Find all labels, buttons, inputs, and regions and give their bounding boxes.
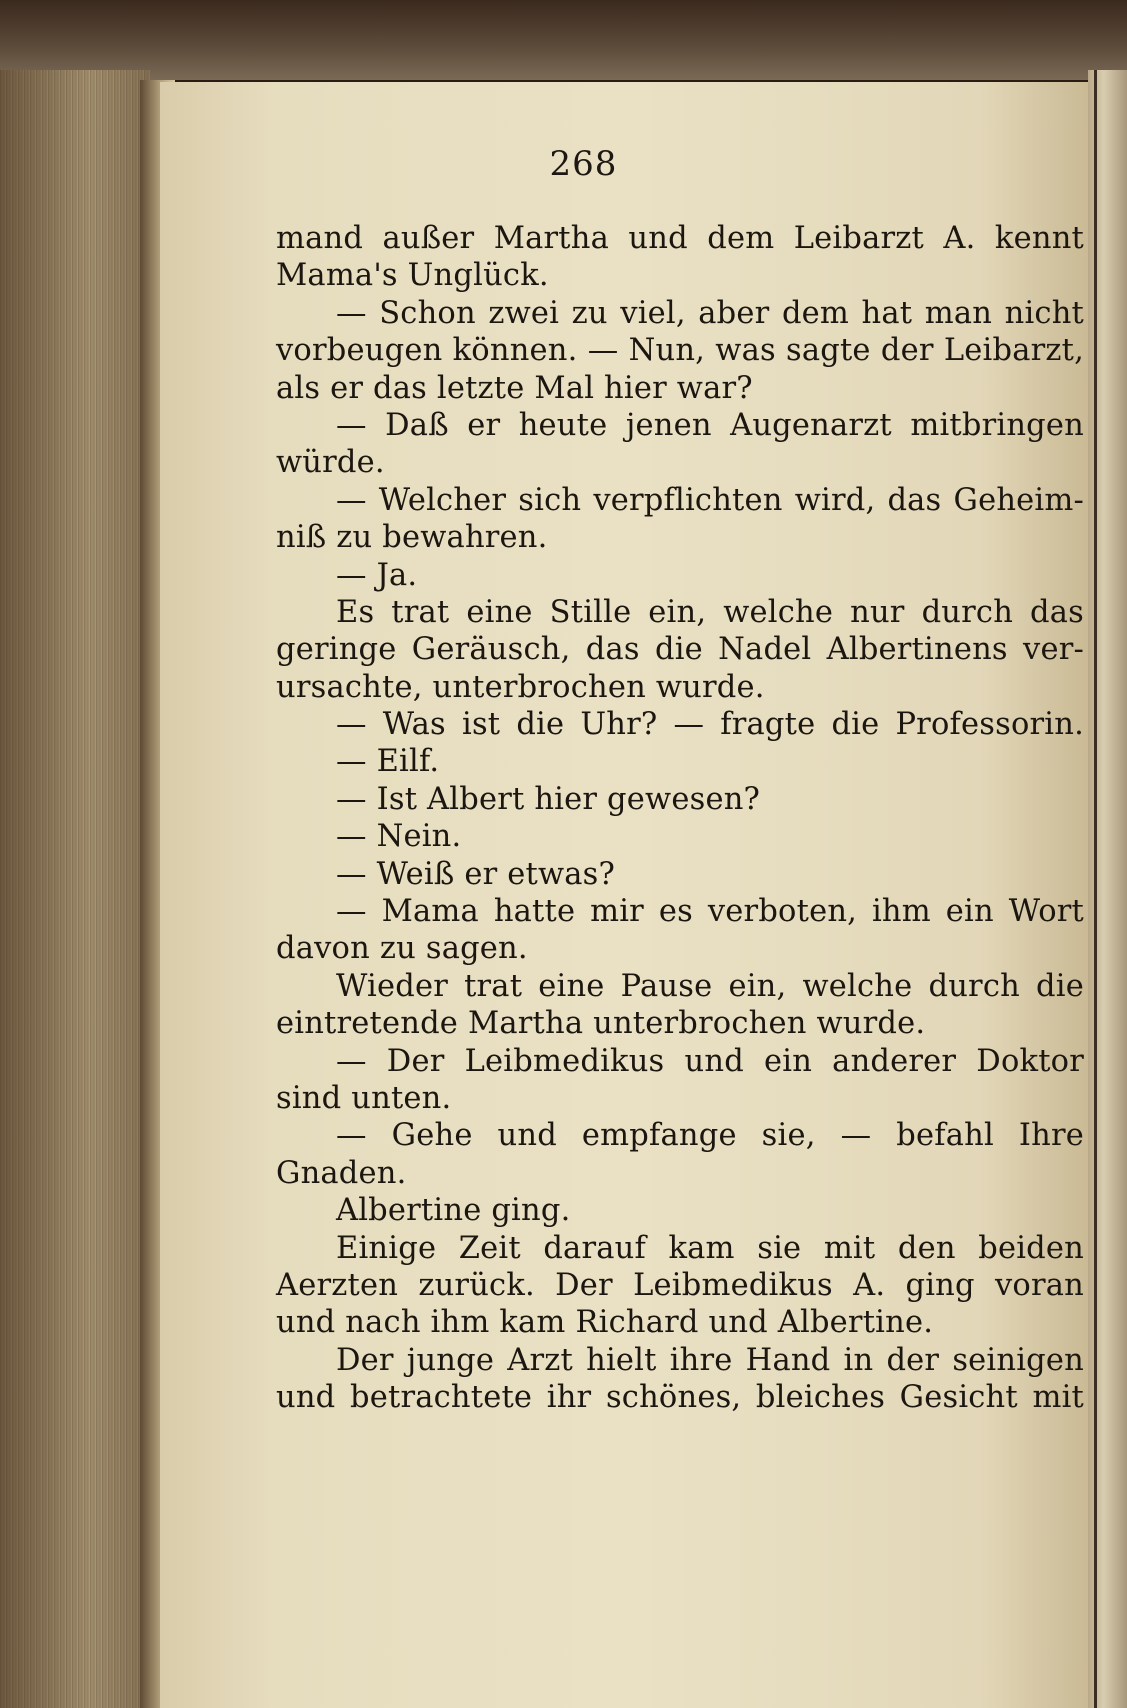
text-line: ursachte, unterbrochen wurde. [276, 669, 765, 705]
text-line: als er das letzte Mal hier war? [276, 370, 753, 406]
text-line: Der junge Arzt hielt ihre Hand in der seinigen [336, 1342, 1084, 1378]
text-line: — Nein. [336, 819, 462, 855]
book-cover-edge [0, 0, 1127, 80]
text-line: würde. [276, 445, 385, 481]
text-line: — Schon zwei zu viel, aber dem hat man nicht [336, 295, 1084, 331]
text-line: geringe Geräusch, das die Nadel Albertinens ver- [276, 632, 1084, 668]
text-line: Albertine ging. [336, 1193, 571, 1229]
text-line: eintretende Martha unterbrochen wurde. [276, 1006, 926, 1042]
text-line: Es trat eine Stille ein, welche nur durch das [336, 594, 1084, 630]
text-line: Mama's Unglück. [276, 258, 549, 294]
text-line: niß zu bewahren. [276, 520, 548, 556]
text-line: — Gehe und empfange sie, — befahl Ihre [336, 1118, 1084, 1154]
text-line: Gnaden. [276, 1155, 407, 1191]
text-line: vorbeugen können. — Nun, was sagte der Leibarzt, [276, 333, 1084, 369]
page-text [276, 220, 1084, 1417]
text-line: — Weiß er etwas? [336, 856, 616, 892]
text-line: — Mama hatte mir es verboten, ihm ein Wort [336, 894, 1084, 930]
text-line: — Welcher sich verpflichten wird, das Geheim- [336, 482, 1084, 518]
facing-page-edge [1088, 70, 1127, 1708]
text-line: — Was ist die Uhr? — fragte die Professorin. [336, 707, 1084, 743]
page-number: 268 [549, 144, 618, 184]
text-line: — Ist Albert hier gewesen? [336, 781, 761, 817]
text-line: — Eilf. [336, 744, 440, 780]
text-line: mand außer Martha und dem Leibarzt A. kennt [276, 221, 1084, 256]
text-line: Einige Zeit darauf kam sie mit den beiden [336, 1230, 1084, 1266]
text-line: — Der Leibmedikus und ein anderer Doktor [336, 1043, 1084, 1079]
text-line: — Ja. [336, 557, 418, 593]
text-line: und nach ihm kam Richard und Albertine. [276, 1305, 934, 1341]
text-line: und betrachtete ihr schönes, bleiches Gesicht mit [276, 1380, 1084, 1416]
page-stack-edge [0, 70, 150, 1708]
text-line: davon zu sagen. [276, 931, 528, 967]
text-line: Wieder trat eine Pause ein, welche durch die [336, 968, 1084, 1004]
text-line: Aerzten zurück. Der Leibmedikus A. ging voran [276, 1267, 1084, 1303]
text-line: — Daß er heute jenen Augenarzt mitbringen [336, 407, 1084, 443]
text-line: sind unten. [276, 1080, 452, 1116]
